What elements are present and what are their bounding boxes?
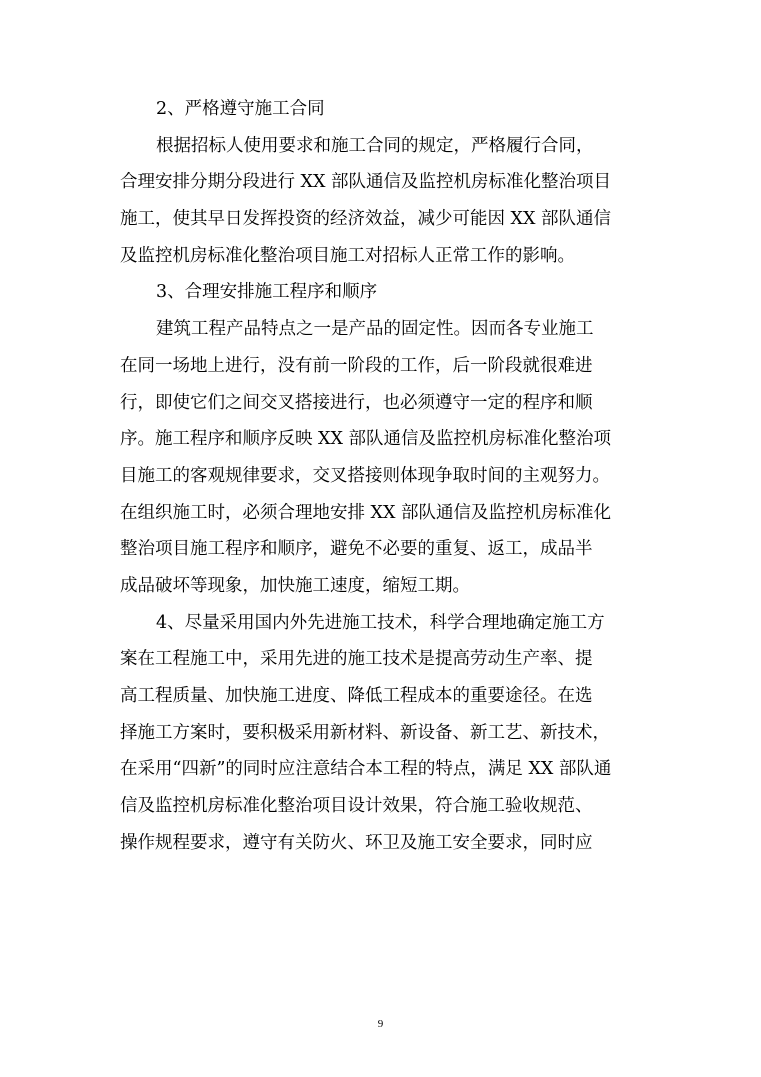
paragraph-line: 建筑工程产品特点之一是产品的固定性。因而各专业施工 [156,319,594,340]
paragraph-line: 合理安排分期分段进行 XX 部队通信及监控机房标准化整治项目 [120,172,612,193]
heading-strict-contract: 2、严格遵守施工合同 [156,99,325,119]
paragraph-line: 目施工的客观规律要求，交叉搭接则体现争取时间的主观努力。 [120,465,610,486]
paragraph-line: 择施工方案时，要积极采用新材料、新设备、新工艺、新技术， [120,722,610,743]
paragraph-line: 成品破坏等现象，加快施工速度，缩短工期。 [120,575,470,596]
paragraph-line: 及监控机房标准化整治项目施工对招标人正常工作的影响。 [120,245,575,266]
paragraph-line: 行，即使它们之间交叉搭接进行，也必须遵守一定的程序和顺 [120,392,593,413]
paragraph-line: 序。施工程序和顺序反映 XX 部队通信及监控机房标准化整治项 [120,429,612,450]
heading-construction-sequence: 3、合理安排施工程序和顺序 [156,282,378,303]
paragraph-line: 高工程质量、加快施工进度、降低工程成本的重要途径。在选 [120,686,593,706]
paragraph-line: 案在工程施工中，采用先进的施工技术是提高劳动生产率、提 [120,649,593,670]
paragraph-line: 整治项目施工程序和顺序，避免不必要的重复、返工，成品半 [120,539,593,560]
paragraph-line: 根据招标人使用要求和施工合同的规定，严格履行合同， [156,135,594,156]
paragraph-line: 在同一场地上进行，没有前一阶段的工作，后一阶段就很难进 [120,355,593,376]
body-text [120,91,642,861]
paragraph-line: 信及监控机房标准化整治项目设计效果，符合施工验收规范、 [120,796,593,817]
paragraph-line: 操作规程要求，遵守有关防火、环卫及施工安全要求，同时应 [120,832,593,853]
paragraph-line: 在采用“四新”的同时应注意结合本工程的特点，满足 XX 部队通 [120,759,612,780]
page-number: 9 [377,1018,384,1030]
heading-advanced-technology: 4、尽量采用国内外先进施工技术，科学合理地确定施工方 [156,612,605,633]
paragraph-line: 施工，使其早日发挥投资的经济效益，减少可能因 XX 部队通信 [120,209,612,230]
paragraph-line: 在组织施工时，必须合理地安排 XX 部队通信及监控机房标准化 [120,502,612,523]
